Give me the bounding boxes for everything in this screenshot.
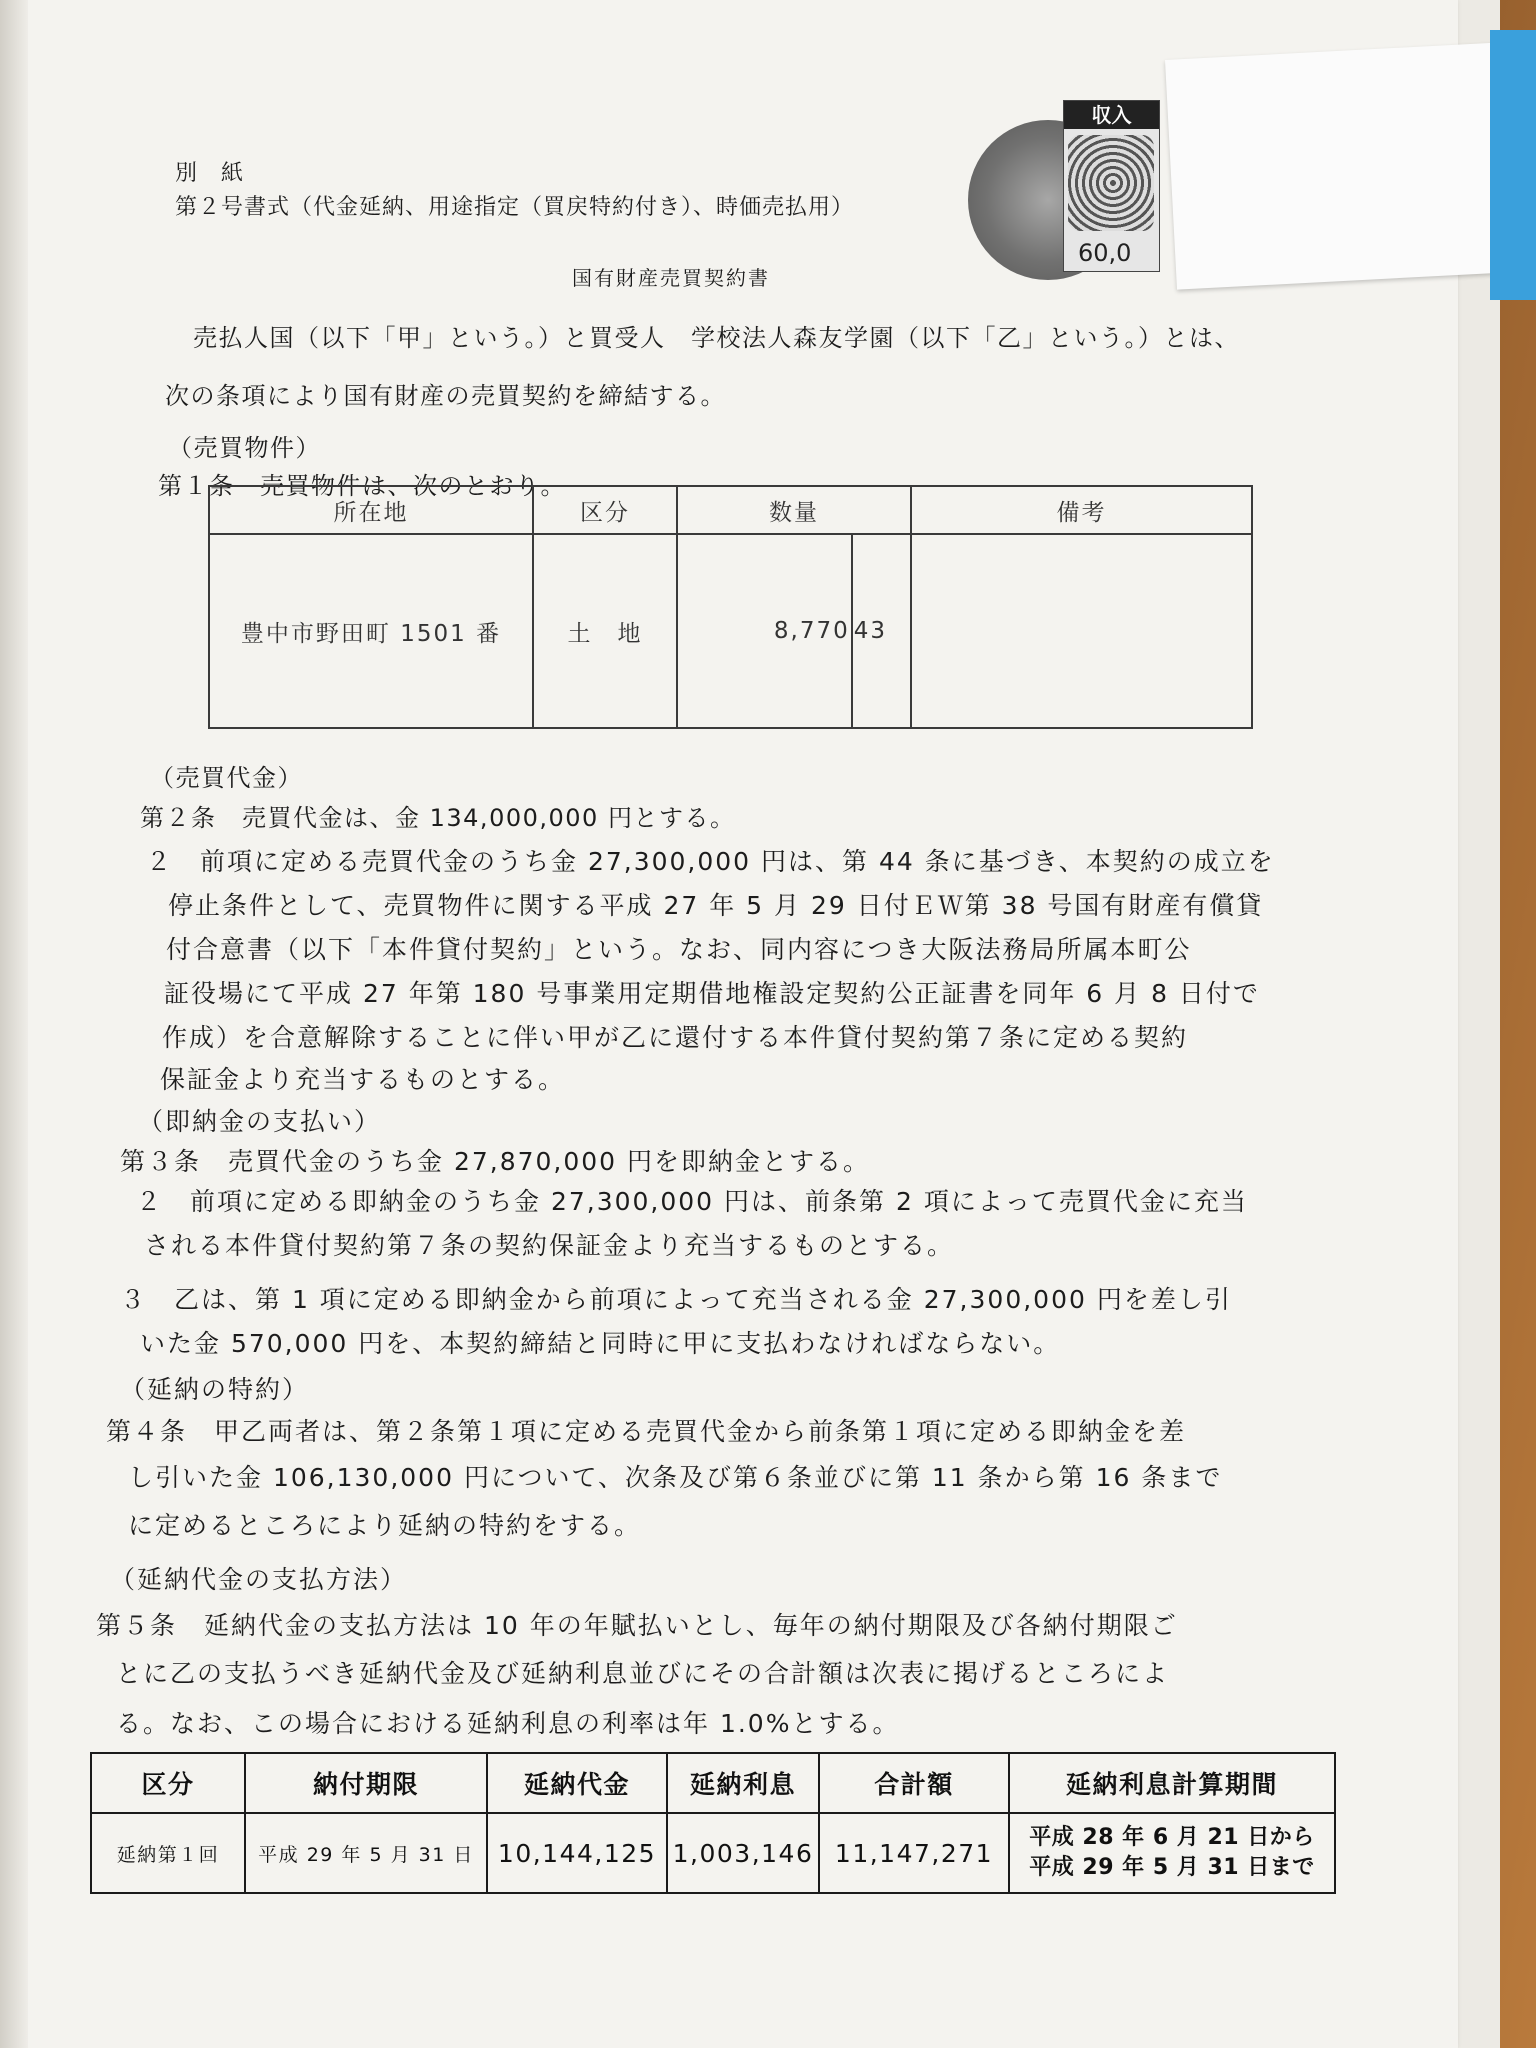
article-2-para-2-line-2: 停止条件として、売買物件に関する平成 27 年 5 月 29 日付ＥＷ第 38 号国有財産有償貸 <box>168 891 1264 920</box>
article-4-line-2: し引いた金 106,130,000 円について、次条及び第６条並びに第 11 条から第 16 条まで <box>128 1463 1223 1492</box>
attachment-label: 別 紙 <box>175 161 245 186</box>
property-header-location: 所在地 <box>209 486 533 534</box>
section-heading-payment-method: （延納代金の支払方法） <box>110 1565 408 1594</box>
article-5-line-3: る。なお、この場合における延納利息の利率は年 1.0%とする。 <box>116 1709 900 1738</box>
article-4-line-1: 第４条 甲乙両者は、第２条第１項に定める売買代金から前条第１項に定める即納金を差 <box>106 1417 1187 1446</box>
section-heading-immediate-payment: （即納金の支払い） <box>138 1107 382 1136</box>
revenue-stamp-amount: 60,0 <box>1078 239 1132 267</box>
payment-row-total: 11,147,271 <box>819 1813 1009 1893</box>
article-5-line-1: 第５条 延納代金の支払方法は 10 年の年賦払いとし、毎年の納付期限及び各納付期限ご <box>96 1611 1178 1640</box>
property-quantity-integer: 8,770 <box>677 534 852 728</box>
article-2-para-2-line-3: 付合意書（以下「本件貸付契約」という。なお、同内容につき大阪法務局所属本町公 <box>166 935 1192 964</box>
revenue-stamp-header: 収入 <box>1064 101 1159 129</box>
property-header-quantity: 数量 <box>677 486 911 534</box>
revenue-stamp <box>1063 100 1160 272</box>
payment-header-due-date: 納付期限 <box>245 1753 487 1813</box>
property-remarks <box>911 534 1252 728</box>
article-3-para-3-line-1: ３ 乙は、第 1 項に定める即納金から前項によって充当される金 27,300,000 円を差し引 <box>120 1285 1232 1314</box>
intro-line-1: 売払人国（以下「甲」という。）と買受人 学校法人森友学園（以下「乙」という。）とは、 <box>193 324 1240 352</box>
article-3-para-2-line-1: ２ 前項に定める即納金のうち金 27,300,000 円は、前条第 2 項によって売買代金に充当 <box>136 1187 1248 1216</box>
intro-line-2: 次の条項により国有財産の売買契約を締結する。 <box>165 382 726 410</box>
property-location: 豊中市野田町 1501 番 <box>209 534 533 728</box>
revenue-stamp-area <box>968 100 1158 280</box>
section-heading-deferred: （延納の特約） <box>120 1375 310 1404</box>
article-3-para-2-line-2: される本件貸付契約第７条の契約保証金より充当するものとする。 <box>144 1231 955 1260</box>
payment-period-from: 平成 28 年 6 月 21 日から <box>1029 1825 1315 1850</box>
property-table <box>208 485 1253 729</box>
article-3: 第３条 売買代金のうち金 27,870,000 円を即納金とする。 <box>120 1147 871 1176</box>
payment-row-principal: 10,144,125 <box>487 1813 667 1893</box>
article-2-para-2-line-1: ２ 前項に定める売買代金のうち金 27,300,000 円は、第 44 条に基づき、本契約の成立を <box>146 847 1275 876</box>
section-heading-price: （売買代金） <box>150 764 303 792</box>
article-2-para-2-line-5: 作成）を合意解除することに伴い甲が乙に還付する本件貸付契約第７条に定める契約 <box>162 1023 1189 1052</box>
payment-header-interest: 延納利息 <box>667 1753 819 1813</box>
property-header-remarks: 備考 <box>911 486 1252 534</box>
form-label: 第２号書式（代金延納、用途指定（買戻特約付き）、時価売払用） <box>175 195 855 220</box>
payment-header-principal: 延納代金 <box>487 1753 667 1813</box>
payment-header-total: 合計額 <box>819 1753 1009 1813</box>
contract-page <box>28 0 1458 2048</box>
payment-row-label: 延納第１回 <box>91 1813 245 1893</box>
article-2: 第２条 売買代金は、金 134,000,000 円とする。 <box>140 804 736 832</box>
payment-row-period <box>1009 1813 1335 1893</box>
payment-row-due-date: 平成 29 年 5 月 31 日 <box>245 1813 487 1893</box>
article-1: 第１条 売買物件は、次のとおり。 <box>158 472 566 500</box>
article-2-para-2-line-6: 保証金より充当するものとする。 <box>160 1065 566 1094</box>
payment-header-category: 区分 <box>91 1753 245 1813</box>
property-category: 土 地 <box>533 534 677 728</box>
payment-period-to: 平成 29 年 5 月 31 日まで <box>1029 1855 1315 1880</box>
payment-schedule-table <box>90 1752 1336 1894</box>
property-header-category: 区分 <box>533 486 677 534</box>
payment-header-interest-period: 延納利息計算期間 <box>1009 1753 1335 1813</box>
payment-row-interest: 1,003,146 <box>667 1813 819 1893</box>
document-title: 国有財産売買契約書 <box>572 266 770 290</box>
section-heading-property: （売買物件） <box>168 434 321 462</box>
article-2-para-2-line-4: 証役場にて平成 27 年第 180 号事業用定期借地権設定契約公正証書を同年 6 月 8 日付で <box>164 979 1260 1008</box>
article-5-line-2: とに乙の支払うべき延納代金及び延納利息並びにその合計額は次表に掲げるところによ <box>116 1659 1170 1688</box>
article-4-line-3: に定めるところにより延納の特約をする。 <box>128 1511 642 1540</box>
article-3-para-3-line-2: いた金 570,000 円を、本契約締結と同時に甲に支払わなければならない。 <box>140 1329 1061 1358</box>
property-quantity-decimal: 43 <box>852 534 911 728</box>
paper-tab <box>1165 39 1536 290</box>
blue-tab <box>1490 30 1536 300</box>
stamp-pattern-icon <box>1068 135 1154 231</box>
